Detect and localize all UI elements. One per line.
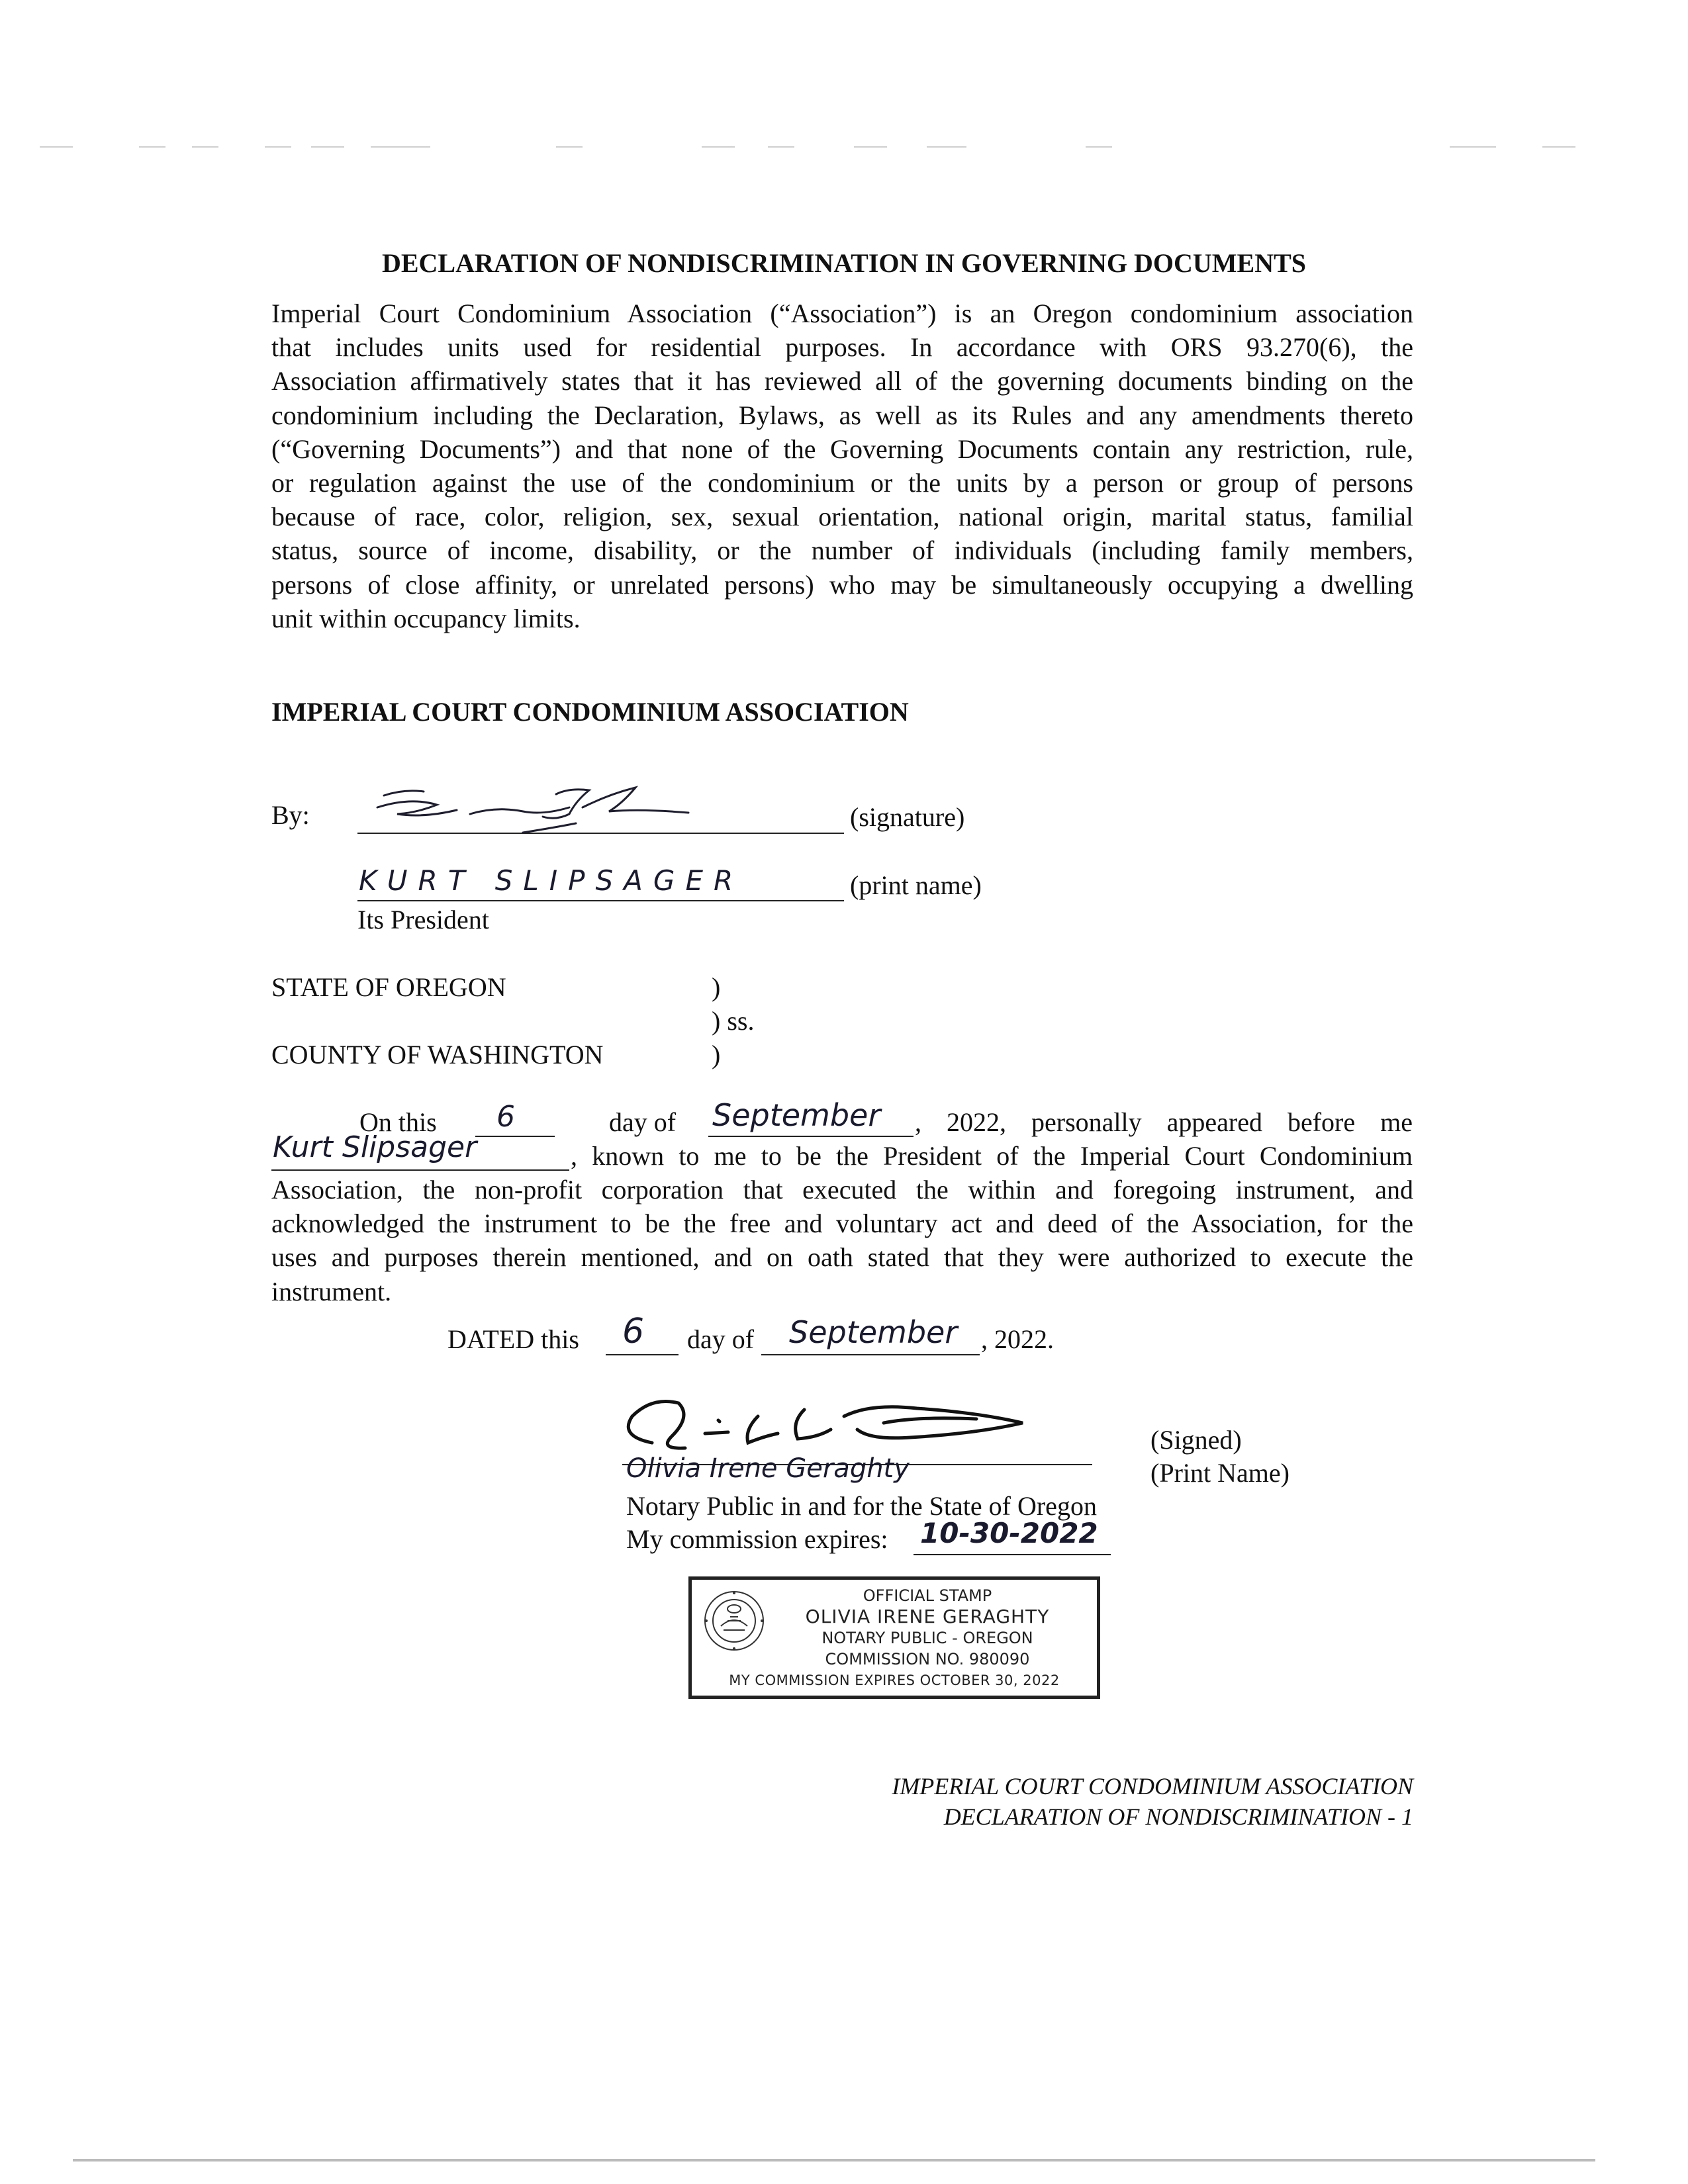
ack-line: acknowledged the instrument to be the free and voluntary act and deed of the Association, for the [271,1208,1413,1239]
notary-signed-label: (Signed) [1150,1425,1242,1455]
venue-state: STATE OF OREGON [271,972,506,1002]
ack-line2-rest: , known to me to be the President of the Imperial Court Condominium [571,1141,1413,1171]
ack-line: Association, the non-profit corporation that executed the within and foregoing instrument, and [271,1175,1413,1205]
ack-on-this: On this [359,1107,437,1137]
stamp-line-notary: NOTARY PUBLIC - OREGON [821,1629,1033,1647]
notary-public-line: Notary Public in and for the State of Oregon [626,1491,1097,1521]
ack-line: uses and purposes therein mentioned, and on oath stated that they were authorized to execute the [271,1242,1413,1273]
president-title: Its President [357,905,489,934]
body-line: that includes units used for residential purposes. In accordance with ORS 93.270(6), the [271,332,1413,363]
official-notary-stamp [688,1576,1100,1699]
body-line: because of race, color, religion, sex, sexual orientation, national origin, marital status, familial [271,502,1413,532]
signature-suffix: (signature) [850,802,965,832]
body-line: or regulation against the use of the condominium or the units by a person or group of persons [271,468,1413,498]
ack-day-of: day of [609,1107,677,1137]
scan-artifact-bottom-edge [73,2159,1595,2161]
stamp-line-name: OLIVIA IRENE GERAGHTY [805,1606,1050,1627]
notary-print-name-label: (Print Name) [1150,1458,1289,1488]
dated-day-handwritten: 6 [622,1312,645,1351]
body-line: status, source of income, disability, or the number of individuals (including family members, [271,535,1413,566]
notary-print-name-handwritten: Olivia Irene Geraghty [626,1453,910,1484]
dated-prefix: DATED this [447,1324,579,1354]
body-line: (“Governing Documents”) and that none of the Governing Documents contain any restriction, rule, [271,433,1413,464]
venue-paren: ) [712,1040,721,1069]
ack-line: instrument. [271,1276,392,1306]
venue-county: COUNTY OF WASHINGTON [271,1040,604,1069]
dated-suffix: , 2022. [981,1324,1054,1354]
scan-artifact-dots [0,140,1688,154]
stamp-line-official: OFFICIAL STAMP [863,1586,992,1605]
body-line: condominium including the Declaration, Bylaws, as well as its Rules and any amendments thereto [271,400,1413,430]
by-label: By: [271,800,310,830]
dated-month-handwritten: September [789,1314,958,1350]
print-name-suffix: (print name) [850,870,982,900]
body-line: Imperial Court Condominium Association (“Association”) is an Oregon condominium association [271,298,1413,328]
stamp-text [692,1585,1097,1691]
venue-ss: ) ss. [712,1006,755,1036]
declaration-paragraph [271,296,1413,635]
ack-day-line [475,1105,555,1137]
stamp-line-commission: COMMISSION NO. 980090 [825,1650,1030,1668]
dated-day-of: day of [687,1324,755,1354]
ack-year-text: , 2022, personally appeared before me [915,1107,1413,1137]
president-print-name-handwritten: KURT SLIPSAGER [359,864,744,897]
commission-handwritten: 10-30-2022 [920,1517,1098,1549]
ack-name-handwritten: Kurt Slipsager [273,1130,477,1164]
page-footer [892,1771,1413,1832]
body-line: Association affirmatively states that it has reviewed all of the governing documents binding on the [271,366,1413,396]
ack-rest [271,1173,1413,1308]
footer-line: IMPERIAL COURT CONDOMINIUM ASSOCIATION [892,1773,1413,1799]
stamp-line-expires: MY COMMISSION EXPIRES OCTOBER 30, 2022 [729,1672,1060,1688]
document-title: DECLARATION OF NONDISCRIMINATION IN GOVERNING DOCUMENTS [381,248,1307,278]
ack-day-handwritten: 6 [496,1100,515,1134]
association-heading: IMPERIAL COURT CONDOMINIUM ASSOCIATION [271,697,909,727]
footer-line: DECLARATION OF NONDISCRIMINATION - 1 [943,1803,1413,1830]
venue-paren: ) [712,972,721,1002]
ack-month-handwritten: September [712,1097,881,1133]
body-line: persons of close affinity, or unrelated persons) who may be simultaneously occupying a dwelling [271,569,1413,600]
commission-label: My commission expires: [626,1524,888,1554]
president-signature [357,774,728,847]
body-line: unit within occupancy limits. [271,603,581,633]
